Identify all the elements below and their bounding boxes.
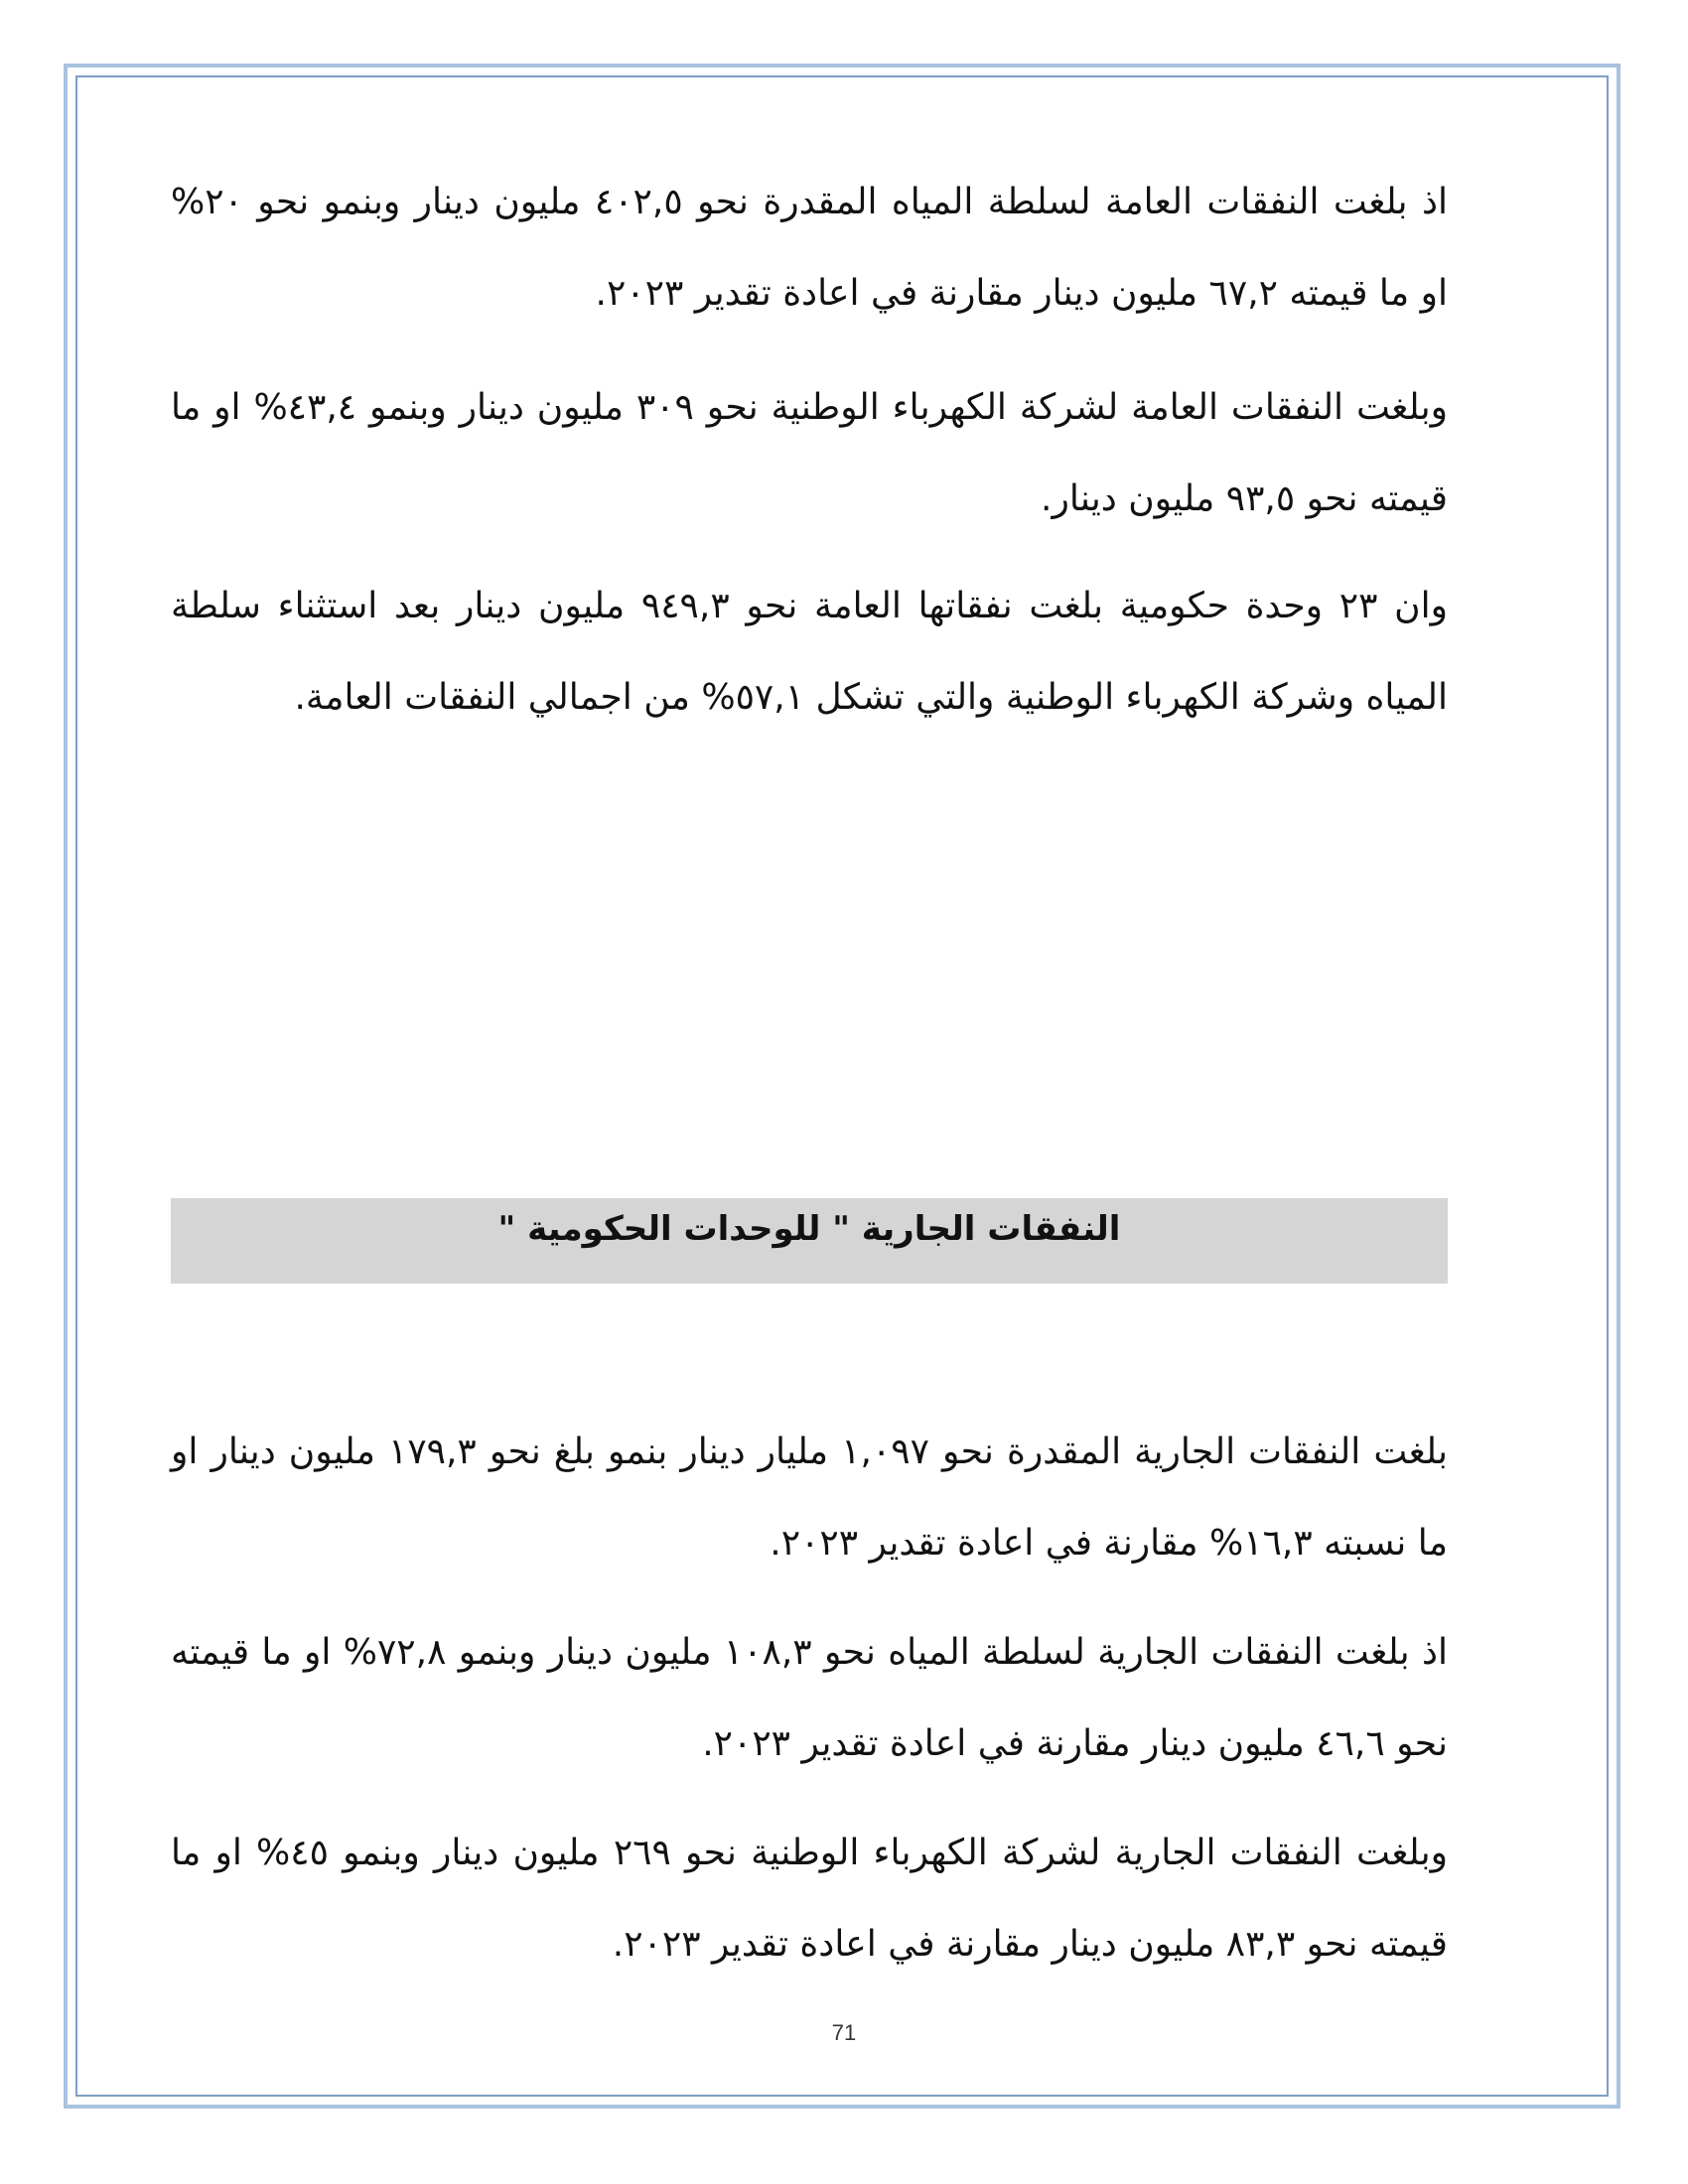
- paragraph-electricity-total: وبلغت النفقات العامة لشركة الكهرباء الوطنية نحو ٣٠٩ مليون دينار وبنمو ٤٣,٤% او ما قيمته نحو ٩٣,٥ مليون دينار.: [171, 387, 1448, 519]
- page-number: 71: [831, 2020, 857, 2045]
- paragraph-electricity-current: وبلغت النفقات الجارية لشركة الكهرباء الوطنية نحو ٢٦٩ مليون دينار وبنمو ٤٥% او ما قيمته نحو ٨٣,٣ مليون دينار مقارنة في اعادة تقدير ٢٠٢٣.: [171, 1833, 1449, 1965]
- paragraph-water-authority-total: اذ بلغت النفقات العامة لسلطة المياه المقدرة نحو ٤٠٢,٥ مليون دينار وبنمو نحو ٢٠% او ما قيمته ٦٧,٢ مليون دينار مقارنة في اعادة تقدير ٢٠٢٣.: [171, 182, 1448, 314]
- paragraph-water-authority-current: اذ بلغت النفقات الجارية لسلطة المياه نحو ١٠٨,٣ مليون دينار وبنمو ٧٢,٨% او ما قيمته نحو ٤٦,٦ مليون دينار مقارنة في اعادة تقدير ٢٠٢٣.: [171, 1632, 1448, 1764]
- section-heading: النفقات الجارية " للوحدات الحكومية ": [497, 1209, 1121, 1249]
- paragraph-current-expenditure: بلغت النفقات الجارية المقدرة نحو ١,٠٩٧ مليار دينار بنمو بلغ نحو ١٧٩,٣ مليون دينار او ما نسبته ١٦,٣% مقارنة في اعادة تقدير ٢٠٢٣.: [171, 1432, 1448, 1564]
- paragraph-government-units-total: وان ٢٣ وحدة حكومية بلغت نفقاتها العامة نحو ٩٤٩,٣ مليون دينار بعد استثناء سلطة المياه وشركة الكهرباء الوطنية والتي تشكل ٥٧,١% من اجمالي النفقات العامة.: [171, 586, 1448, 718]
- section-heading-band: [171, 1198, 1448, 1284]
